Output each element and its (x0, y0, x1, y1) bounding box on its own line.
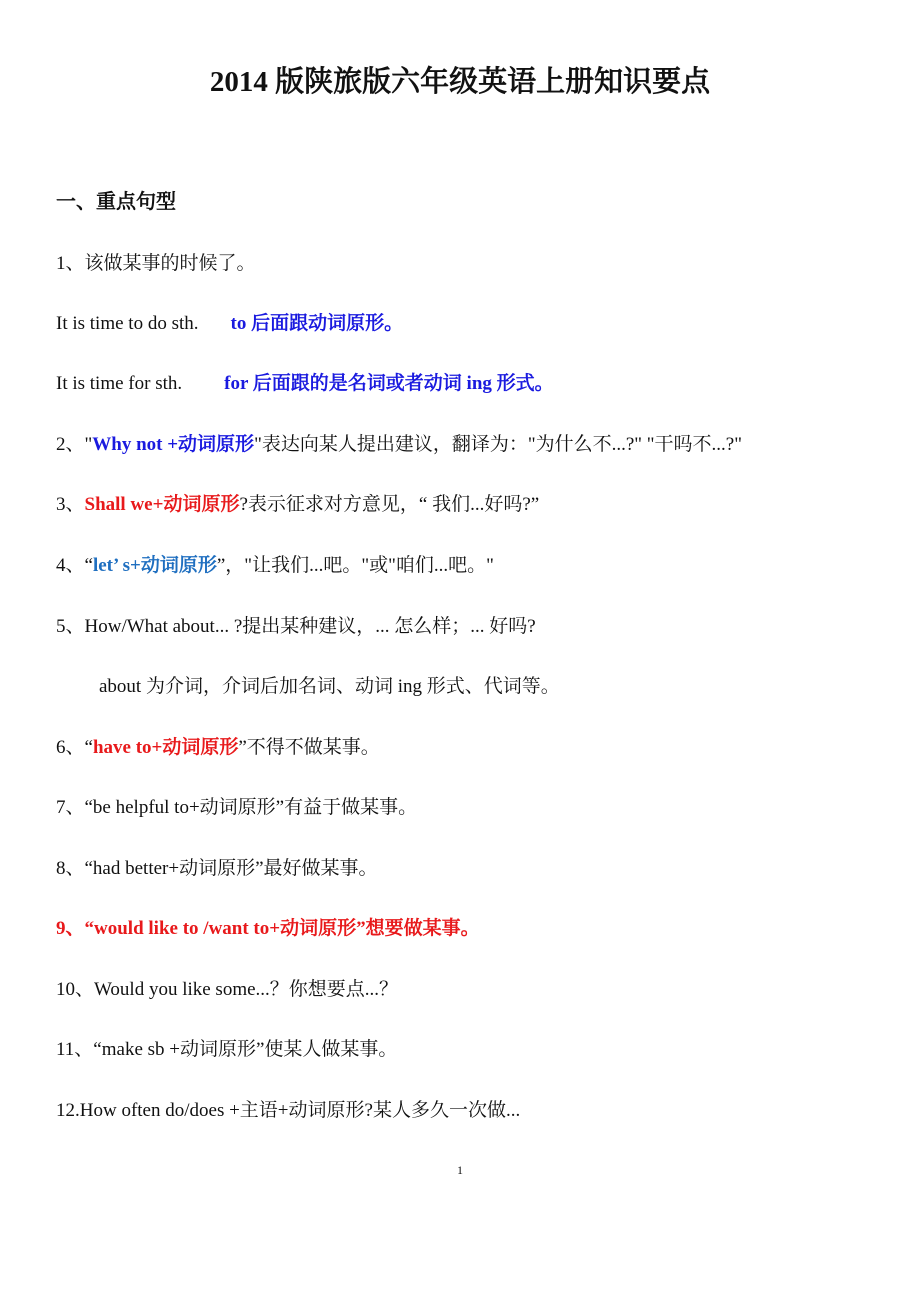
item-4-text: ”，"让我们...吧。"或"咱们...吧。" (216, 555, 494, 576)
item-1a (56, 311, 403, 337)
item-12: 12.How often do/does +主语+动词原形?某人多久一次做... (56, 1100, 521, 1121)
item-1b (56, 371, 554, 397)
item-2-prefix: 2、" (56, 434, 93, 455)
item-1a-note: to 后面跟动词原形。 (230, 313, 404, 334)
item-9 (56, 916, 480, 942)
item-2-text: "表达向某人提出建议，翻译为："为什么不...?" "干吗不...?" (254, 434, 742, 455)
item-5: 5、How/What about... ?提出某种建议，... 怎么样；... 好吗? (56, 616, 536, 637)
item-6-text: ”不得不做某事。 (238, 737, 380, 758)
item-3-highlight: Shall we+动词原形 (84, 494, 240, 515)
document-title: 2014 版陕旅版六年级英语上册知识要点 (209, 66, 711, 98)
item-10: 10、Would you like some...？你想要点...？ (56, 979, 399, 1000)
section-heading: 一、重点句型 (56, 191, 176, 213)
item-7: 7、“be helpful to+动词原形”有益于做某事。 (56, 797, 418, 818)
item-8: 8、“had better+动词原形”最好做某事。 (56, 858, 378, 879)
item-1b-note: for 后面跟的是名词或者动词 ing 形式。 (224, 373, 554, 394)
item-3-prefix: 3、 (56, 494, 85, 515)
item-4 (56, 553, 494, 579)
item-4-prefix: 4、“ (56, 555, 93, 576)
item-3 (56, 492, 539, 518)
item-9-prefix: 9、“ (56, 918, 95, 939)
page-number: 1 (457, 1163, 463, 1177)
item-2 (56, 432, 742, 458)
item-5-note: about 为介词，介词后加名词、动词 ing 形式、代词等。 (99, 676, 560, 697)
item-6-prefix: 6、“ (56, 737, 93, 758)
item-4-highlight: let’ s+动词原形 (92, 555, 217, 576)
item-6 (56, 735, 380, 761)
item-2-highlight: Why not +动词原形 (92, 434, 255, 455)
item-11: 11、“make sb +动词原形”使某人做某事。 (56, 1039, 398, 1060)
item-1b-text: It is time for sth. (56, 373, 183, 394)
item-6-highlight: have to+动词原形 (92, 737, 239, 758)
item-3-text: ?表示征求对方意见，“ 我们...好吗?” (239, 494, 540, 515)
item-1: 1、该做某事的时候了。 (56, 253, 256, 274)
item-1a-text: It is time to do sth. (56, 313, 199, 334)
item-9-highlight: would like to /want to+动词原形”想要做某事。 (94, 918, 480, 939)
